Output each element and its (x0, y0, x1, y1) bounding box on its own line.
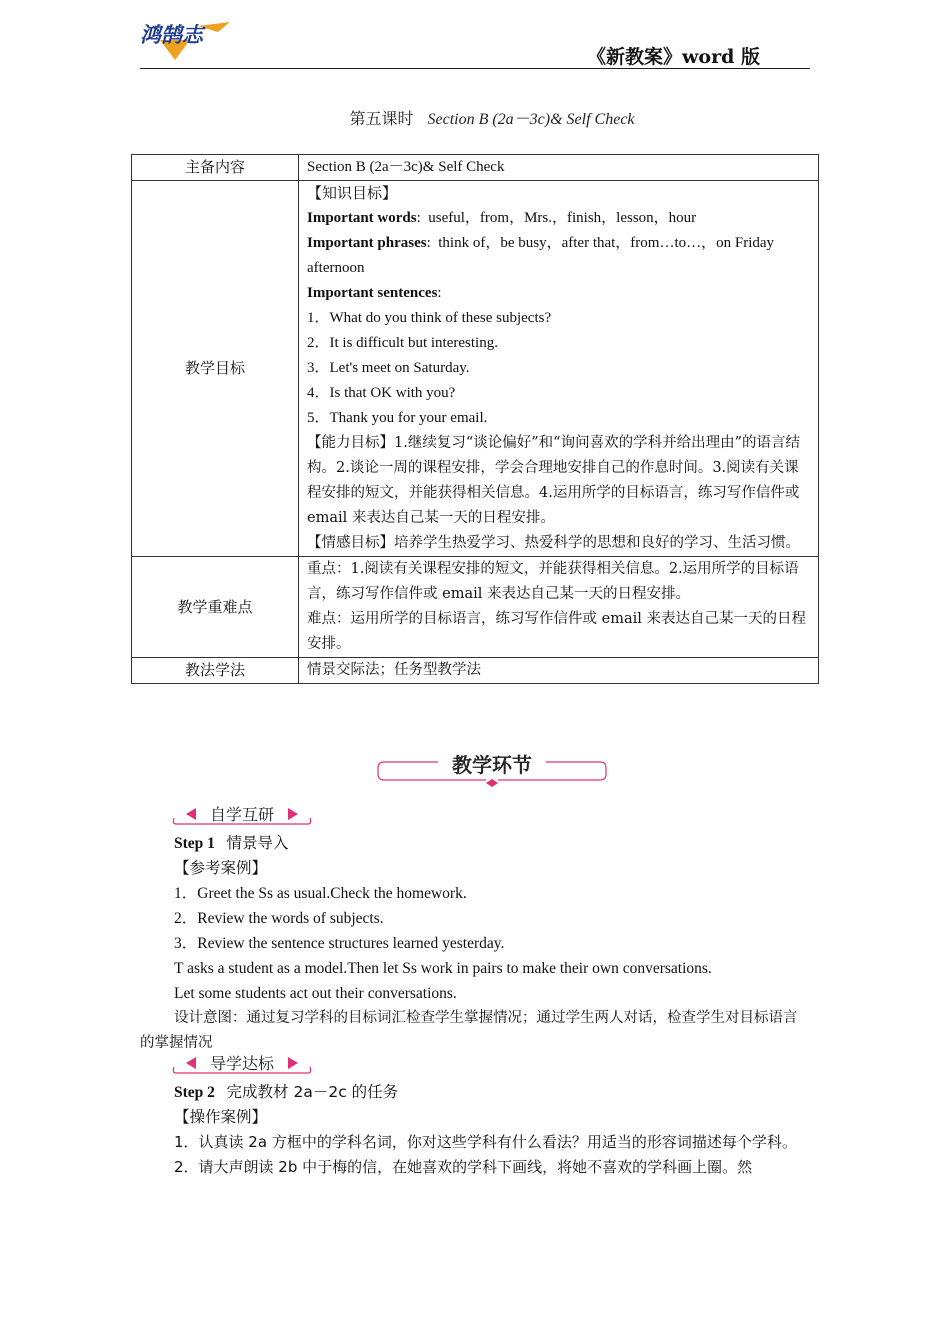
step2-item: 2．请大声朗读 2b 中于梅的信，在她喜欢的学科下画线，将她不喜欢的学科画上圈。然 (174, 1158, 753, 1176)
table-row (132, 658, 819, 684)
sentence-item: 2．It is difficult but interesting. (307, 335, 498, 351)
step1-line: 1．Greet the Ss as usual.Check the homework. (174, 885, 467, 902)
step1-title: 情景导入 (226, 834, 289, 852)
brand-title: 《新教案》word 版 (587, 46, 760, 68)
guided-study-tag-label: 导学达标 (209, 1054, 274, 1073)
design-intent (140, 1006, 810, 1056)
method-label: 教法学法 (132, 658, 299, 684)
difficult-points (307, 607, 810, 657)
logo-text: 鸿鹄志 (140, 23, 203, 47)
operation-case-heading: 【操作案例】 (174, 1108, 268, 1126)
table-row (132, 557, 819, 658)
ability-text: 1.继续复习“谈论偏好”和“询问喜欢的学科并给出理由”的语言结构。2.谈论一周的课程安排，学会合理地安排自己的作息时间。3.阅读有关课程安排的短文，并能获得相关信息。4.运用所学的目标语言，练习写作信件或 email 来表达自己某一天的日程安排。 (307, 435, 800, 526)
step1-line: Let some students act out their conversations. (174, 985, 457, 1002)
lesson-title-cn: 第五课时 (349, 111, 414, 128)
lesson-title-en: Section B (2a－3c)& Self Check (427, 111, 635, 128)
key-points-label: 教学重难点 (132, 557, 299, 658)
step2-item: 1．认真读 2a 方框中的学科名词，你对这些学科有什么看法？用适当的形容词描述每个学科。 (174, 1133, 797, 1151)
case-heading: 【参考案例】 (174, 859, 268, 877)
step2-label: Step 2 (174, 1084, 215, 1101)
table-row (132, 155, 819, 181)
goals-label: 教学目标 (132, 181, 299, 557)
important-sentences: Important sentences: (307, 285, 442, 301)
section-banner-title: 教学环节 (452, 753, 532, 777)
goals-cell (299, 181, 819, 557)
design-intent-label: 设计意图： (174, 1010, 247, 1026)
self-study-tag-label: 自学互研 (209, 805, 274, 824)
header-divider (140, 68, 810, 69)
step1-label: Step 1 (174, 835, 215, 852)
main-content-value: Section B (2a－3c)& Self Check (299, 155, 819, 181)
words-value: useful，from，Mrs.，finish，lesson，hour (428, 210, 697, 226)
sentences-label: Important sentences (307, 285, 438, 301)
key-points (307, 557, 810, 607)
key-points-text: 1.阅读有关课程安排的短文，并能获得相关信息。2.运用所学的目标语言，练习写作信件或 email 来表达自己某一天的日程安排。 (307, 561, 799, 602)
sentence-item: 5．Thank you for your email. (307, 410, 488, 426)
step1-line: 3．Review the sentence structures learned yesterday. (174, 935, 505, 952)
phrases-value: think of，be busy，after that，from…to…，on Friday afternoon (307, 235, 775, 276)
ability-heading: 【能力目标】 (307, 435, 394, 451)
important-words: Important words: useful，from，Mrs.，finish，lesson，hour (307, 210, 697, 226)
lesson-plan-table (131, 154, 819, 684)
step1-heading (140, 831, 810, 856)
words-label: Important words (307, 210, 417, 226)
sentence-item: 1．What do you think of these subjects? (307, 310, 552, 326)
self-study-tag (172, 804, 312, 826)
step1-line: T asks a student as a model.Then let Ss work in pairs to make their own conversations. (174, 960, 712, 977)
main-content-label: 主备内容 (132, 155, 299, 181)
guided-study-tag (172, 1053, 312, 1075)
emotion-goals (307, 531, 810, 556)
sentence-item: 3．Let's meet on Saturday. (307, 360, 470, 376)
difficult-points-title: 难点： (307, 611, 351, 627)
publisher-logo (138, 18, 238, 62)
knowledge-heading: 【知识目标】 (307, 184, 398, 202)
method-value: 情景交际法；任务型教学法 (299, 658, 819, 684)
lesson-title (0, 106, 950, 129)
step2-title: 完成教材 2a－2c 的任务 (226, 1083, 399, 1101)
design-intent-text: 通过复习学科的目标词汇检查学生掌握情况；通过学生两人对话，检查学生对目标语言的掌握情况 (140, 1010, 798, 1051)
difficult-points-text: 运用所学的目标语言，练习写作信件或 email 来表达自己某一天的日程安排。 (307, 611, 806, 652)
ability-goals (307, 431, 810, 531)
step2-heading (140, 1080, 810, 1105)
sentence-item: 4．Is that OK with you? (307, 385, 456, 401)
table-row (132, 181, 819, 557)
logo-graphic (138, 18, 238, 62)
key-points-cell (299, 557, 819, 658)
emotion-heading: 【情感目标】 (307, 535, 394, 551)
key-points-title: 重点： (307, 561, 351, 577)
step1-line: 2．Review the words of subjects. (174, 910, 384, 927)
section1-body (140, 831, 810, 1056)
important-phrases: Important phrases: think of，be busy，after that，from…to…，on Friday afternoon (307, 235, 775, 276)
phrases-label: Important phrases (307, 235, 427, 251)
section2-body (140, 1080, 810, 1180)
diamond-icon (486, 779, 498, 787)
emotion-text: 培养学生热爱学习、热爱科学的思想和良好的学习、生活习惯。 (394, 535, 800, 551)
